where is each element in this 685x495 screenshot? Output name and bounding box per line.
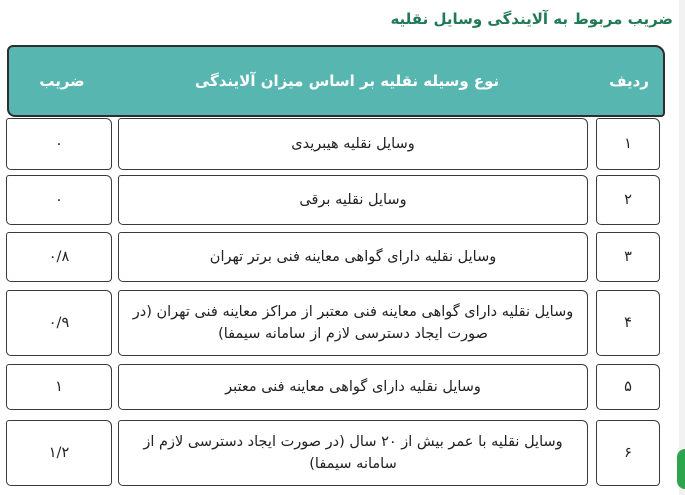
row-coefficient: ۰/۸ — [6, 232, 112, 282]
row-number: ۲ — [596, 175, 660, 225]
row-description: وسایل نقلیه برقی — [118, 175, 588, 225]
table-header — [7, 45, 665, 117]
row-number: ۱ — [596, 118, 660, 170]
header-coefficient: ضریب — [39, 72, 85, 90]
row-coefficient: ۰ — [6, 175, 112, 225]
row-number: ۵ — [596, 364, 660, 410]
row-number: ۳ — [596, 232, 660, 282]
floating-chat-badge[interactable] — [677, 449, 685, 489]
row-number: ۶ — [596, 420, 660, 486]
row-coefficient: ۱ — [6, 364, 112, 410]
row-description: وسایل نقلیه دارای گواهی معاینه فنی برتر تهران — [118, 232, 588, 282]
row-description: وسایل نقلیه دارای گواهی معاینه فنی معتبر — [118, 364, 588, 410]
row-coefficient: ۱/۲ — [6, 420, 112, 486]
row-coefficient: ۰ — [6, 118, 112, 170]
row-number: ۴ — [596, 290, 660, 356]
page-title: ضریب مربوط به آلایندگی وسایل نقلیه — [390, 10, 673, 28]
header-radif: ردیف — [609, 72, 649, 90]
row-description: وسایل نقلیه دارای گواهی معاینه فنی معتبر از مراکز معاینه فنی تهران (در صورت ایجاد دسترسی لازم از سامانه سیمفا) — [118, 290, 588, 356]
row-coefficient: ۰/۹ — [6, 290, 112, 356]
page-edge — [679, 0, 685, 495]
header-vehicle-type: نوع وسیله نقلیه بر اساس میزان آلایندگی — [194, 72, 500, 90]
row-description: وسایل نقلیه با عمر بیش از ۲۰ سال (در صورت ایجاد دسترسی لازم از سامانه سیمفا) — [118, 420, 588, 486]
row-description: وسایل نقلیه هیبریدی — [118, 118, 588, 170]
